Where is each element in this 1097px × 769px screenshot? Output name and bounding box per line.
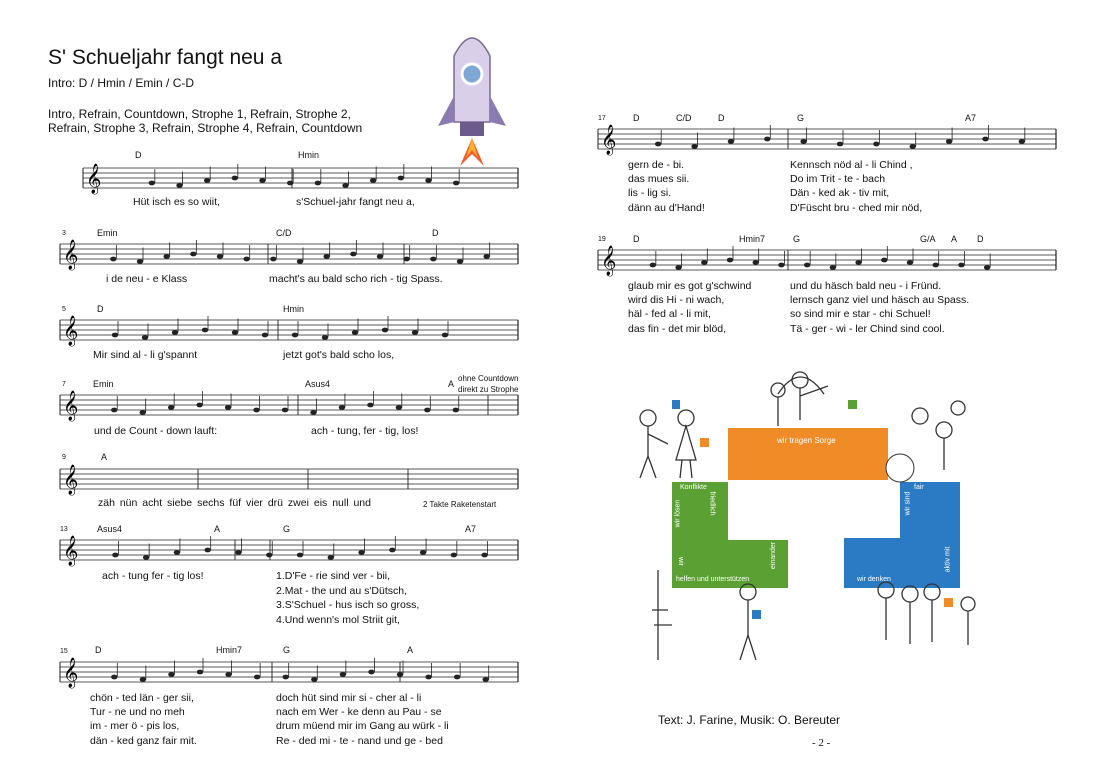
note-head [855, 260, 861, 265]
chord: Asus4 [305, 379, 331, 389]
green-label: wir lösen [674, 499, 682, 528]
lyric: lis - lig si. [628, 187, 672, 199]
chord: G [283, 524, 291, 534]
chord: G/A [920, 234, 936, 244]
lyric: dänn au d'Hand! [628, 202, 705, 214]
note-head [727, 258, 733, 263]
treble-clef-icon: 𝄞 [63, 390, 79, 420]
lyric: s'Schuel-jahr fangt neu a, [296, 196, 415, 208]
chord: Emin [93, 379, 114, 389]
lyric: 2.Mat - the und au s'Dütsch, [276, 585, 407, 597]
note-head [982, 137, 988, 142]
lyric: jetzt got's bald scho los, [283, 349, 395, 361]
green-label: Konflikte [680, 484, 707, 491]
lyric: gern de - bi. [628, 159, 685, 171]
lyric: glaub mir es got g'schwind [628, 280, 752, 292]
lyric: im - mer ö - pis los, [90, 720, 180, 732]
lyric: und du häsch bald neu - i Fründ. [790, 280, 942, 292]
lyric: dän - ked ganz fair mit. [90, 735, 197, 747]
chord: Hmin [298, 150, 320, 160]
measure-number: 5 [62, 306, 66, 313]
lyric: wird dis Hi - ni wach, [628, 294, 725, 306]
orange-label: wir tragen Sorge [777, 436, 836, 445]
note-head [830, 265, 836, 270]
chord: D [633, 234, 640, 244]
lyric: nach em Wer - ke denn au Pau - se [276, 706, 442, 718]
green-label: helfen und unterstützen [676, 576, 750, 583]
order-line-2: Refrain, Strophe 3, Refrain, Strophe 4, Refrain, Countdown [48, 121, 363, 135]
lyric: häl - fed al - li mit, [628, 308, 711, 320]
treble-clef-icon: 𝄞 [63, 535, 79, 565]
credits: Text: J. Farine, Musik: O. Bereuter [658, 713, 841, 727]
chord: D [977, 234, 984, 244]
note-head [753, 260, 759, 265]
lyric: doch hüt sind mir si - cher al - li [276, 692, 422, 704]
note-head [691, 144, 697, 149]
lyric: so sind mir e star - chi Schuel! [790, 308, 931, 320]
treble-clef-icon: 𝄞 [601, 124, 617, 154]
green-label: wir [676, 557, 684, 566]
treble-clef-icon: 𝄞 [63, 239, 79, 269]
note-head [946, 139, 952, 144]
lyric: Do im Trit - te - bach [790, 173, 886, 185]
lyric: ach - tung fer - tig los! [102, 570, 204, 582]
chord: D [718, 113, 725, 123]
note-head [1019, 139, 1025, 144]
lyric: macht's au bald scho rich - tig Spass. [269, 273, 443, 285]
note-head [910, 144, 916, 149]
note-head [650, 263, 656, 268]
note-head [984, 265, 990, 270]
note-head [701, 260, 707, 265]
chord: Hmin7 [739, 234, 766, 244]
note-head [764, 137, 770, 142]
lyric: Re - ded mi - te - nand und ge - bed [276, 735, 443, 747]
lyric: i de neu - e Klass [106, 273, 188, 285]
green-label: friedlich [708, 491, 716, 516]
chord: D [432, 228, 439, 238]
treble-clef-icon: 𝄞 [63, 315, 79, 345]
blue-label: fair [914, 484, 924, 491]
chord: Emin [97, 228, 118, 238]
chord: A7 [965, 113, 977, 123]
chord: A [407, 645, 414, 655]
green-label: einander [770, 541, 778, 570]
blue-label: wir sind [904, 491, 912, 516]
note-head [675, 265, 681, 270]
lyric: Mir sind al - li g'spannt [93, 349, 198, 361]
lyric: 3.S'Schuel - hus isch so gross, [276, 599, 420, 611]
chord: Asus4 [97, 524, 123, 534]
lyric: Hüt isch es so wiit, [133, 196, 220, 208]
note-head [958, 263, 964, 268]
intro-line: Intro: D / Hmin / Emin / C-D [48, 76, 195, 90]
chord: A [951, 234, 958, 244]
chord: Hmin [283, 304, 305, 314]
lyric: Dän - ked ak - tiv mit, [790, 187, 890, 199]
chord: D [633, 113, 640, 123]
song-title: S' Schueljahr fangt neu a [48, 46, 283, 69]
treble-clef-icon: 𝄞 [63, 657, 79, 687]
lyric: lernsch ganz viel und häsch au Spass. [790, 294, 970, 306]
lyric: chön - ted län - ger sii, [90, 692, 194, 704]
note-head [907, 260, 913, 265]
treble-clef-icon: 𝄞 [63, 464, 79, 494]
treble-clef-icon: 𝄞 [86, 163, 102, 193]
chord: A [214, 524, 221, 534]
annotation: 2 Takte Raketenstart [423, 500, 497, 509]
order-line-1: Intro, Refrain, Countdown, Strophe 1, Refrain, Strophe 2, [48, 107, 351, 121]
chord: A [448, 379, 455, 389]
note-head [881, 258, 887, 263]
lyric: zäh nün acht siebe sechs füf vier drü zwei eis null und [98, 497, 371, 509]
note-head [728, 139, 734, 144]
chord: A7 [465, 524, 477, 534]
lyric: und de Count - down lauft: [94, 425, 218, 437]
chord: D [95, 645, 102, 655]
lyric: D'Füscht bru - ched mir nöd, [790, 202, 923, 214]
chord: D [135, 150, 142, 160]
measure-number: 19 [598, 236, 606, 243]
lyric: 4.Und wenn's mol Striit git, [276, 614, 400, 626]
lyric: 1.D'Fe - rie sind ver - bii, [276, 570, 391, 582]
chord: G [793, 234, 801, 244]
note-head [933, 263, 939, 268]
treble-clef-icon: 𝄞 [601, 245, 617, 275]
measure-number: 9 [62, 454, 66, 461]
chord: A [101, 452, 108, 462]
annotation: ohne Countdown [458, 374, 519, 383]
lyric: das mues sii. [628, 173, 690, 185]
measure-number: 13 [60, 526, 68, 533]
measure-number: 7 [62, 381, 66, 388]
chord: Hmin7 [216, 645, 243, 655]
measure-number: 15 [60, 648, 68, 655]
lyric: Tur - ne und no meh [90, 706, 185, 718]
note-head [655, 142, 661, 147]
chord: C/D [676, 113, 692, 123]
lyric: das fin - det mir blöd, [628, 323, 727, 335]
note-head [804, 263, 810, 268]
note-head [800, 139, 806, 144]
annotation: direkt zu Strophe [458, 385, 519, 394]
note-head [873, 142, 879, 147]
chord: D [97, 304, 104, 314]
chord: G [797, 113, 805, 123]
lyric: drum müend mir im Gang au würk - li [276, 720, 449, 732]
lyric: Kennsch nöd al - li Chind , [790, 159, 913, 171]
measure-number: 3 [62, 230, 66, 237]
lyric: ach - tung, fer - tig, los! [311, 425, 419, 437]
lyric: Tä - ger - wi - ler Chind sind cool. [790, 323, 945, 335]
page-number: - 2 - [812, 737, 831, 749]
measure-number: 17 [598, 115, 606, 122]
blue-label: aktiv mit [944, 546, 952, 573]
note-head [837, 142, 843, 147]
chord: C/D [276, 228, 292, 238]
chord: G [283, 645, 291, 655]
blue-label: wir denken [857, 576, 891, 583]
note-head [778, 263, 784, 268]
